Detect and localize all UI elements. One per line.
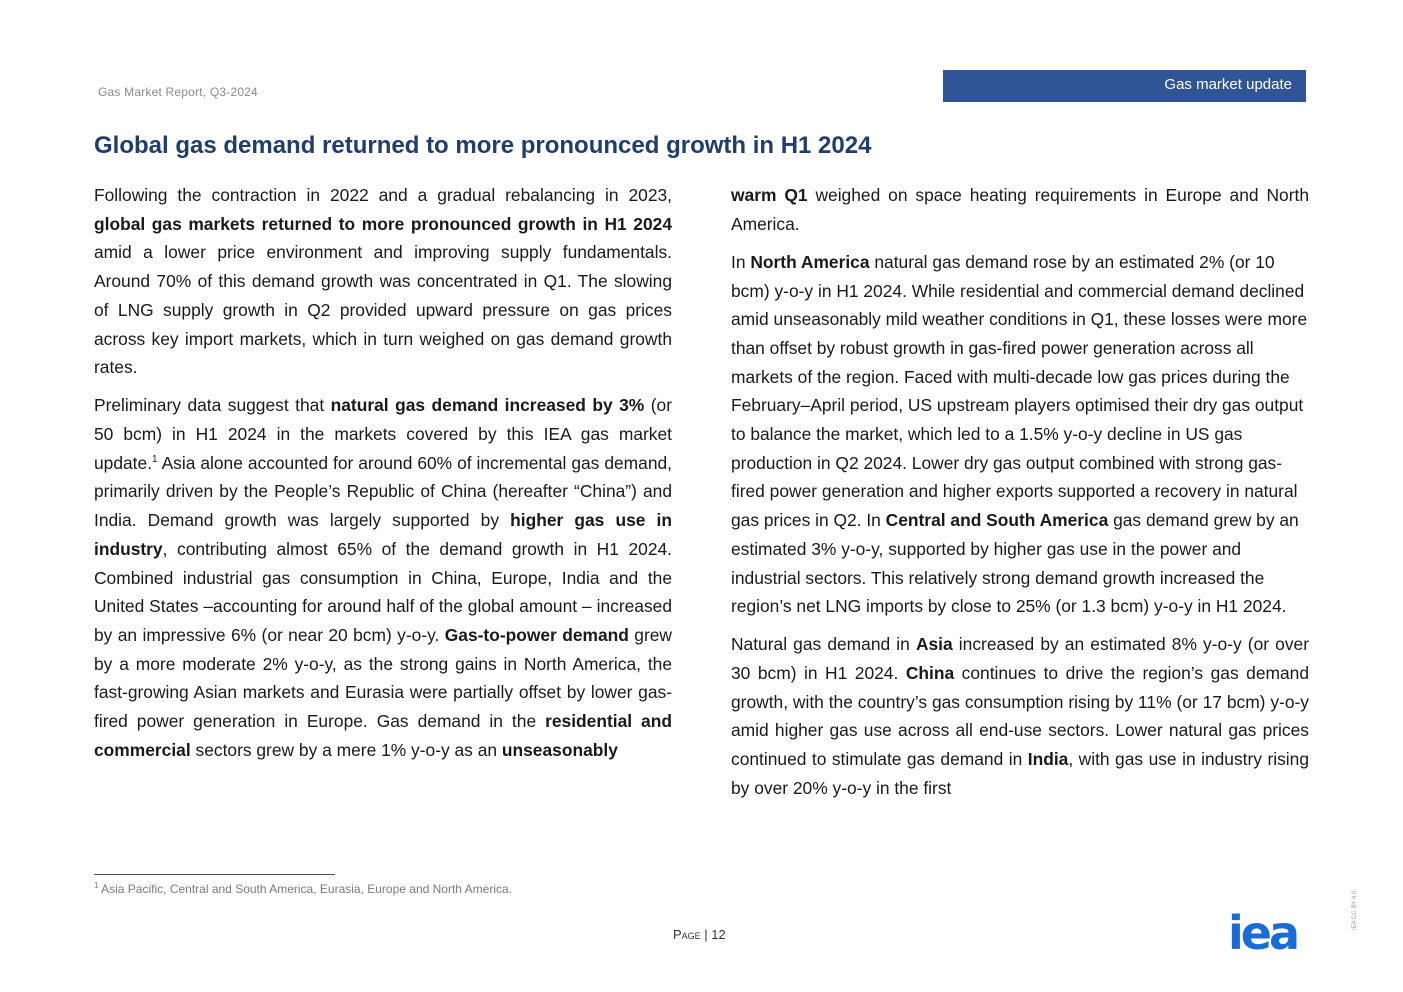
page-title: Global gas demand returned to more pronounced growth in H1 2024 <box>94 132 872 159</box>
text-run: Asia alone accounted for around 60% of incremental gas demand, primarily driven by the People’s Republic of China (hereafter “China”) and India. Demand growth was largely supported by <box>94 452 672 531</box>
bold-text: North America <box>750 251 870 272</box>
bold-text: Asia <box>915 634 953 655</box>
section-label: Gas market update <box>1164 76 1292 93</box>
left-column <box>94 181 672 774</box>
footnote-text: Asia Pacific, Central and South America, Eurasia, Europe and North America. <box>98 882 512 896</box>
bold-text: natural gas demand increased by 3% <box>330 395 645 416</box>
text-run: continues to drive the region’s gas demand growth, with the country’s gas consumption rising by 11% (or 17 bcm) y-o-y amid higher gas use across all end-use sectors. Lower natural gas prices continued to stimulate gas demand in <box>731 663 1309 770</box>
text-run: Natural gas demand in <box>731 634 916 655</box>
bold-text: China <box>905 663 955 684</box>
bold-text: India <box>1027 749 1069 770</box>
bold-text: unseasonably <box>501 739 618 760</box>
text-run: Following the contraction in 2022 and a gradual rebalancing in 2023, <box>94 185 672 205</box>
text-run: , with gas use in industry rising by over 20% y-o-y in the first <box>731 749 1309 798</box>
text-run: Preliminary data suggest that <box>94 395 331 416</box>
page-label: Page <box>673 927 701 942</box>
page-separator: | <box>700 927 712 942</box>
page-number-value: 12 <box>711 927 726 942</box>
text-run: (or 50 bcm) in H1 2024 in the markets covered by this IEA gas market update. <box>94 395 673 473</box>
paragraph <box>731 181 1309 238</box>
section-header-band <box>943 70 1306 102</box>
report-name: Gas Market Report, Q3-2024 <box>98 85 258 99</box>
right-column <box>731 181 1309 812</box>
bold-text: residential and commercial <box>94 711 672 760</box>
text-run: increased by an estimated 8% y-o-y (or over 30 bcm) in H1 2024. <box>731 634 1309 684</box>
bold-text: Gas-to-power demand <box>444 624 629 645</box>
license-text: IEA CC BY 4.0. <box>1352 889 1358 930</box>
bold-text: Central and South America <box>885 510 1109 531</box>
bold-text: global gas markets returned to more pronounced growth in H1 2024 <box>94 213 672 234</box>
bold-text: higher gas use in industry <box>94 510 672 559</box>
text-run: grew by a more moderate 2% y-o-y, as the strong gains in North America, the fast-growing Asian markets and Eurasia were partially offset by lower gas-fired power generation in Europe. Gas demand in the <box>94 624 672 732</box>
footnote-number: 1 <box>94 881 99 890</box>
iea-logo: iea <box>1228 906 1298 960</box>
paragraph <box>731 630 1309 802</box>
footnote-ref[interactable]: 1 <box>152 453 158 465</box>
paragraph <box>94 391 672 764</box>
text-run: sectors grew by a mere 1% y-o-y as an <box>190 739 502 760</box>
text-run: , contributing almost 65% of the demand growth in H1 2024. Combined industrial gas consumption in China, Europe, India and the United States –accounting for around half of the global amount – increased by an impressive 6% (or near 20 bcm) y-o-y. <box>94 538 672 645</box>
text-run: gas demand grew by an estimated 3% y-o-y, supported by higher gas use in the power and industrial sectors. This relatively strong demand growth increased the region’s net LNG imports by close to 25% (or 1.3 bcm) y-o-y in H1 2024. <box>731 510 1299 617</box>
text-run: natural gas demand rose by an estimated 2% (or 10 bcm) y-o-y in H1 2024. While residential and commercial demand declined amid unseasonably mild weather conditions in Q1, these losses were more than offset by robust growth in gas-fired power generation across all markets of the region. Faced with multi-decade low gas prices during the February–April period, US upstream players optimised their dry gas output to balance the market, which led to a 1.5% y-o-y decline in US gas production in Q2 2024. Lower dry gas output combined with strong gas-fired power generation and higher exports supported a recovery in natural gas prices in Q2. In <box>731 251 1308 531</box>
footnote-divider <box>94 874 335 875</box>
paragraph <box>731 248 1309 621</box>
text-run: amid a lower price environment and improving supply fundamentals. Around 70% of this demand growth was concentrated in Q1. The slowing of LNG supply growth in Q2 provided upward pressure on gas prices across key import markets, which in turn weighed on gas demand growth rates. <box>94 242 672 378</box>
paragraph <box>94 181 672 382</box>
bold-text: warm Q1 <box>731 185 808 205</box>
text-run: In <box>731 251 751 272</box>
footnote <box>94 881 512 896</box>
text-run: weighed on space heating requirements in Europe and North America. <box>731 185 1309 234</box>
page-number <box>673 927 726 942</box>
